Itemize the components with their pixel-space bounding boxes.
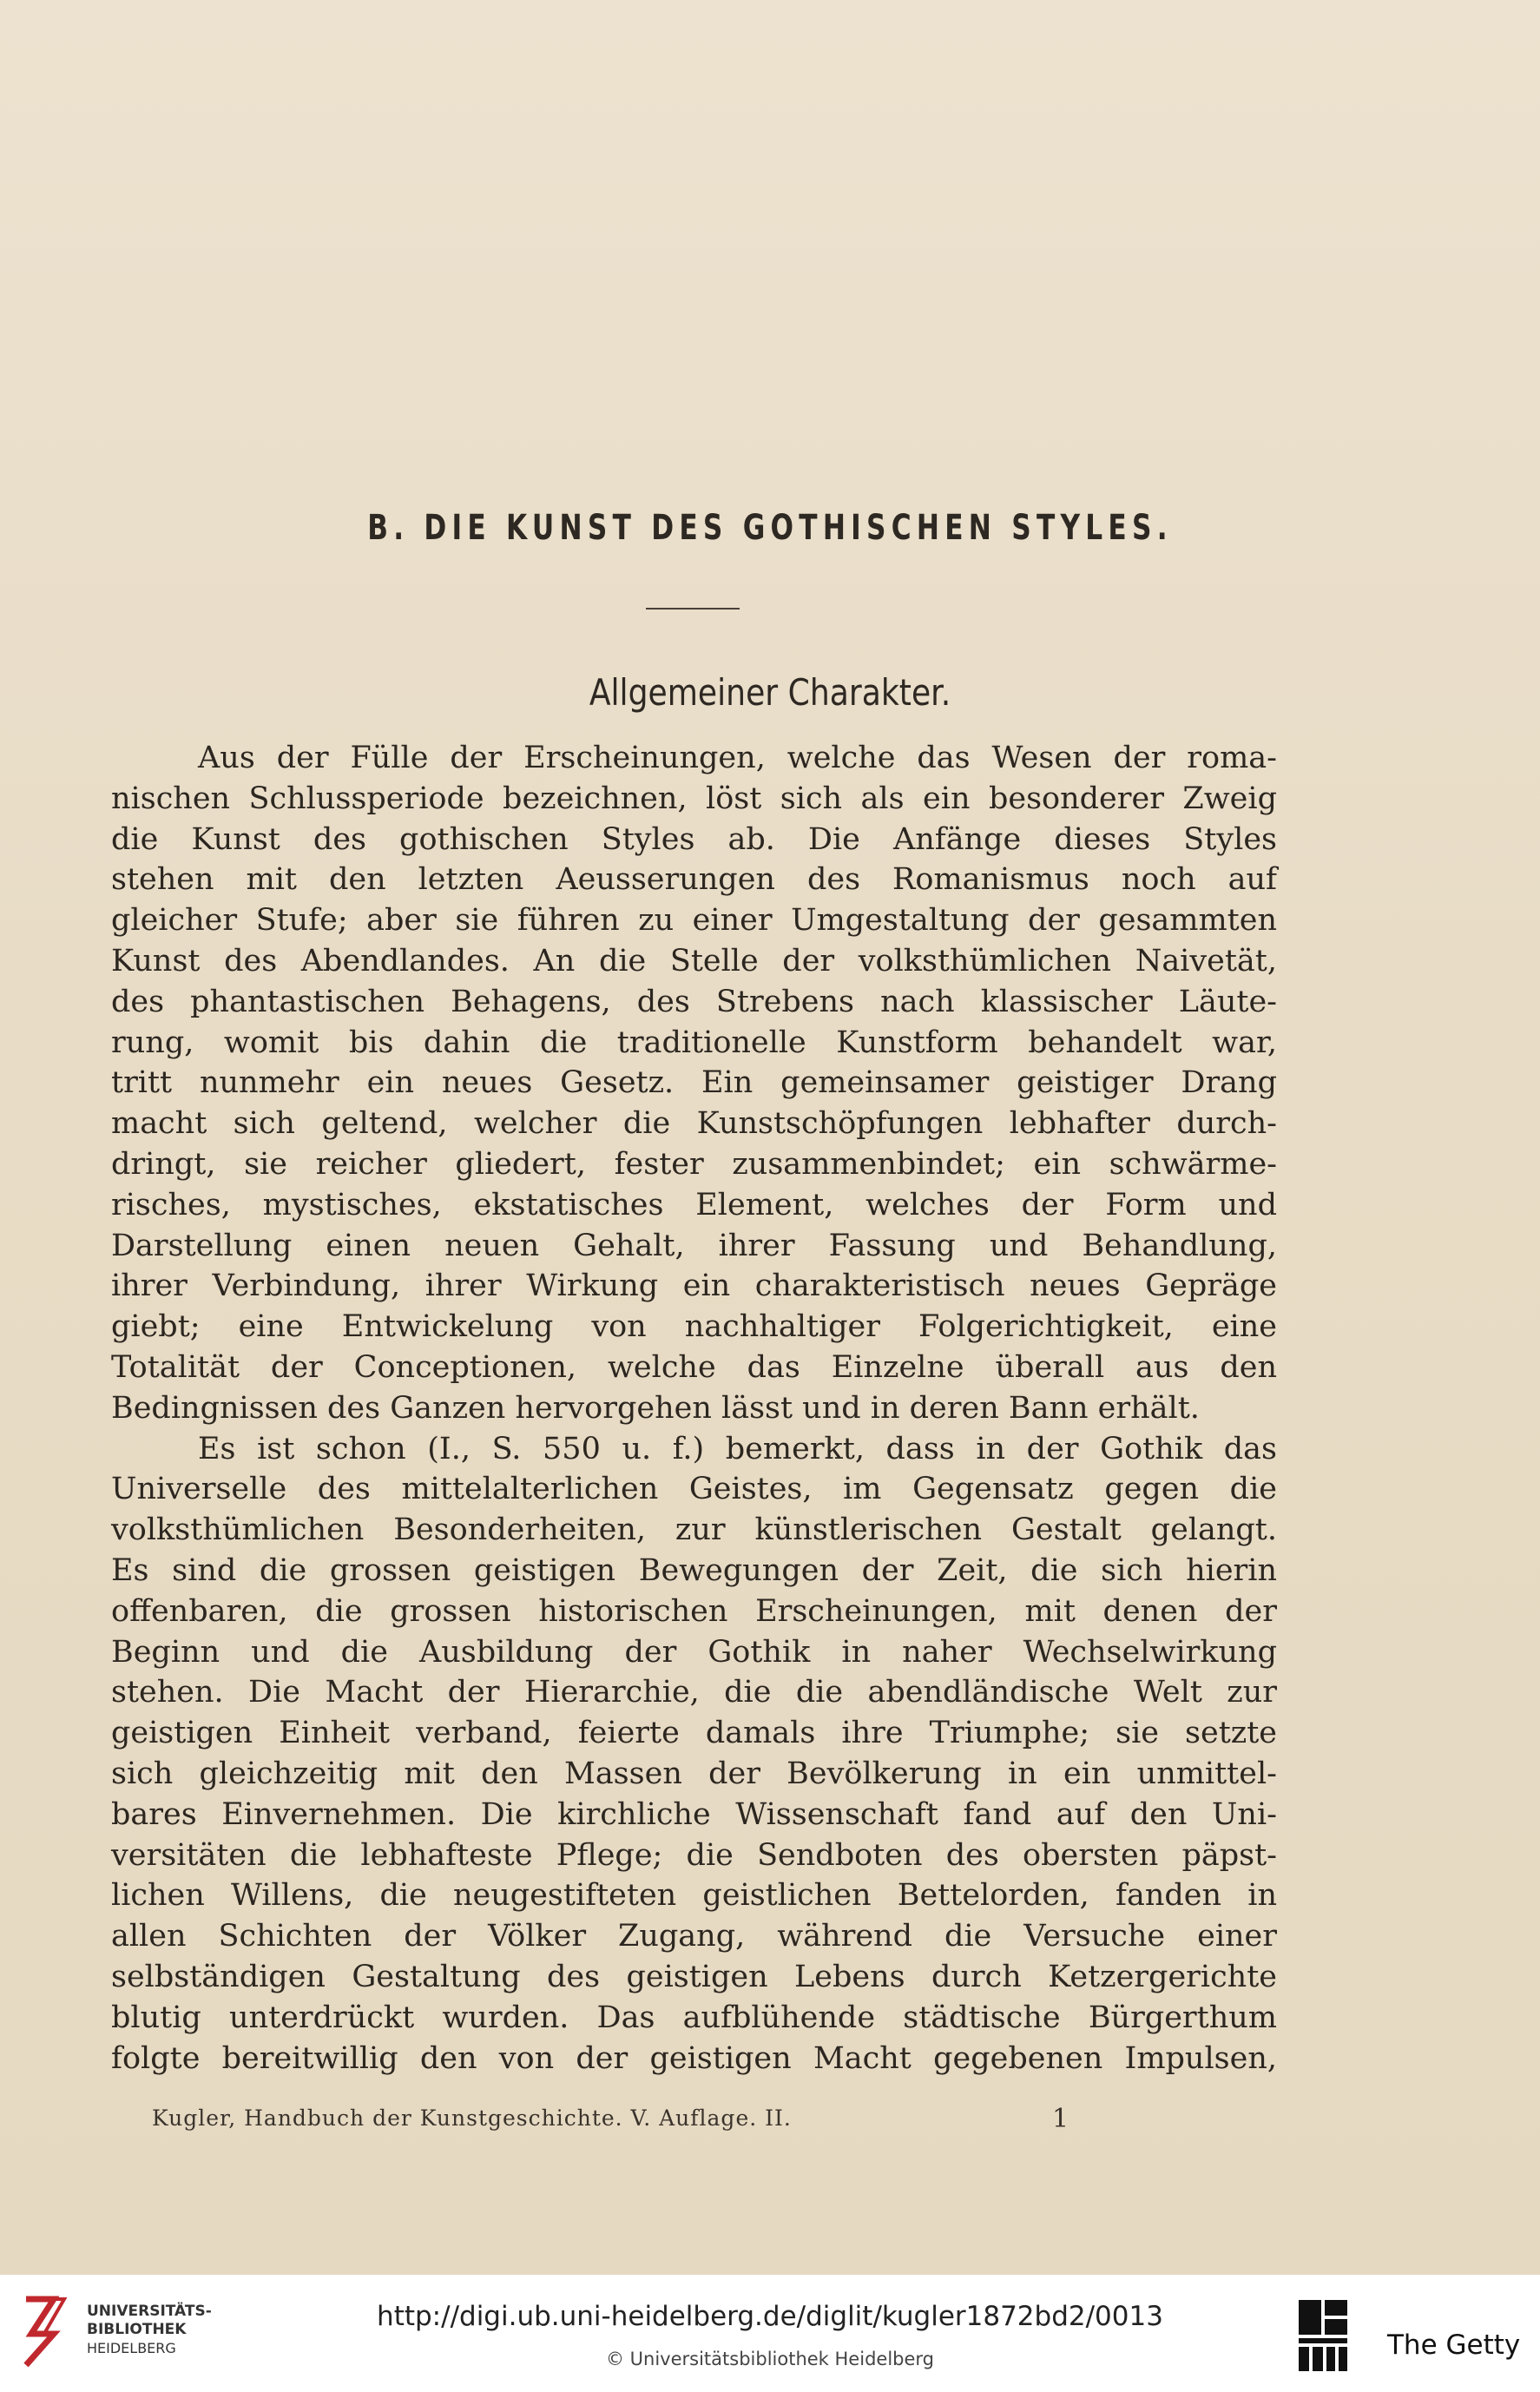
text-line: bares Einvernehmen. Die kirchliche Wissenschaft fand auf den Uni- (111, 1796, 1277, 1832)
text-line: macht sich geltend, welcher die Kunstschöpfungen lebhafter durch- (111, 1106, 1277, 1142)
text-line: nischen Schlussperiode bezeichnen, löst sich als ein besonderer Zweig (111, 781, 1277, 816)
section-heading: B. DIE KUNST DES GOTHISCHEN STYLES. (367, 508, 1173, 548)
page-number: 1 (1052, 2104, 1069, 2134)
text-line: blutig unterdrückt wurden. Das aufblühende städtische Bürgerthum (111, 2000, 1277, 2035)
text-line: lichen Willens, die neugestifteten geistlichen Bettelorden, fanden in (111, 1878, 1277, 1914)
text-line: stehen mit den letzten Aeusserungen des Romanismus noch auf (111, 862, 1277, 898)
text-line: tritt nunmehr ein neues Gesetz. Ein gemeinsamer geistiger Drang (111, 1065, 1277, 1101)
library-name-line: UNIVERSITÄTS- (87, 2303, 212, 2320)
text-line: Es sind die grossen geistigen Bewegungen der Zeit, die sich hierin (111, 1552, 1277, 1588)
library-name-line: BIBLIOTHEK (87, 2321, 187, 2338)
running-footer: Kugler, Handbuch der Kunstgeschichte. V. Auflage. II. (152, 2105, 792, 2131)
text-line: geistigen Einheit verband, feierte damals ihre Triumphe; sie setzte (111, 1716, 1277, 1751)
text-line: versitäten die lebhafteste Pflege; die Sendboten des obersten päpst- (111, 1837, 1277, 1873)
text-line: allen Schichten der Völker Zugang, während die Versuche einer (111, 1919, 1277, 1954)
text-line: volksthümlichen Besonderheiten, zur künstlerischen Gestalt gelangt. (111, 1512, 1277, 1548)
text-line: Darstellung einen neuen Gehalt, ihrer Fassung und Behandlung, (111, 1228, 1277, 1263)
text-line: giebt; eine Entwickelung von nachhaltiger Folgerichtigkeit, eine (111, 1309, 1277, 1345)
text-line: dringt, sie reicher gliedert, fester zusammenbindet; ein schwärme- (111, 1146, 1277, 1182)
permalink-url[interactable]: http://digi.ub.uni-heidelberg.de/diglit/kugler1872bd2/0013 (377, 2301, 1163, 2332)
text-line: selbständigen Gestaltung des geistigen Lebens durch Ketzergerichte (111, 1959, 1277, 1994)
text-line: folgte bereitwillig den von der geistigen Macht gegebenen Impulsen, (111, 2040, 1277, 2076)
library-name-line: HEIDELBERG (87, 2340, 176, 2356)
getty-name: The Getty (1387, 2329, 1521, 2361)
heading-divider (646, 608, 740, 610)
chapter-subheading: Allgemeiner Charakter. (589, 671, 951, 714)
text-line: Kunst des Abendlandes. An die Stelle der volksthümlichen Naivetät, (111, 943, 1277, 979)
text-line: die Kunst des gothischen Styles ab. Die Anfänge dieses Styles (111, 821, 1277, 857)
copyright-notice: © Universitätsbibliothek Heidelberg (605, 2349, 934, 2369)
text-line: ihrer Verbindung, ihrer Wirkung ein charakteristisch neues Gepräge (111, 1268, 1277, 1304)
text-line: Universelle des mittelalterlichen Geistes, im Gegensatz gegen die (111, 1472, 1277, 1507)
text-line: Beginn und die Ausbildung der Gothik in naher Wechselwirkung (111, 1634, 1277, 1670)
text-line: stehen. Die Macht der Hierarchie, die die abendländische Welt zur (111, 1675, 1277, 1710)
text-line: Bedingnissen des Ganzen hervorgehen lässt und in deren Bann erhält. (111, 1390, 1200, 1426)
getty-logo-icon (1295, 2296, 1351, 2375)
text-line: Totalität der Conceptionen, welche das Einzelne überall aus den (111, 1349, 1277, 1385)
text-line: sich gleichzeitig mit den Massen der Bevölkerung in ein unmittel- (111, 1756, 1277, 1791)
text-line: offenbaren, die grossen historischen Erscheinungen, mit denen der (111, 1593, 1277, 1629)
text-line: Aus der Fülle der Erscheinungen, welche das Wesen der roma- (198, 741, 1277, 775)
text-line: risches, mystisches, ekstatisches Element, welches der Form und (111, 1187, 1277, 1222)
text-line: gleicher Stufe; aber sie führen zu einer Umgestaltung der gesammten (111, 903, 1277, 939)
text-line: des phantastischen Behagens, des Strebens nach klassischer Läute- (111, 984, 1277, 1019)
text-line: Es ist schon (I., S. 550 u. f.) bemerkt, dass in der Gothik das (198, 1431, 1277, 1466)
body-text (111, 738, 1277, 2079)
text-line: rung, womit bis dahin die traditionelle Kunstform behandelt war, (111, 1025, 1277, 1060)
